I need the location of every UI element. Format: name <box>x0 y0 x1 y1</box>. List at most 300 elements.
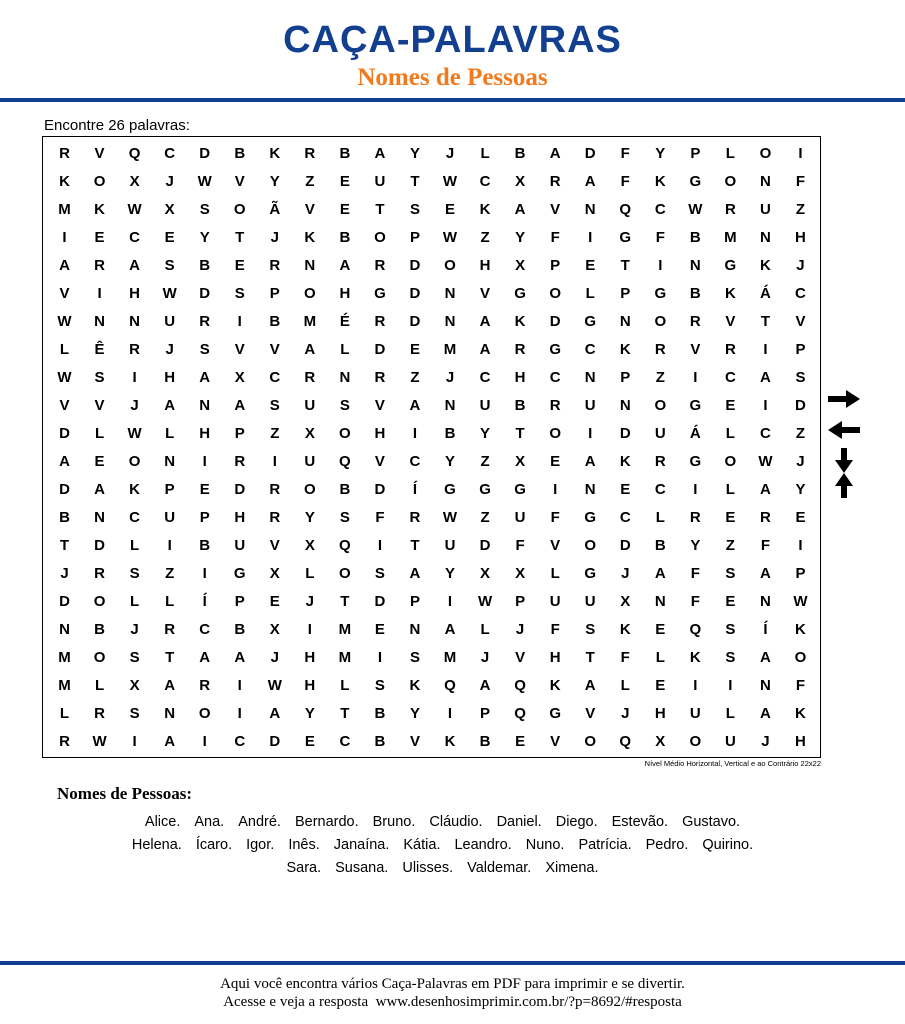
grid-cell: D <box>59 424 70 442</box>
grid-cell: S <box>795 368 806 386</box>
grid-cell: O <box>549 284 561 302</box>
grid-cell: O <box>198 704 211 722</box>
grid-cell: U <box>584 396 596 414</box>
grid-cell: V <box>480 284 491 302</box>
grid-cell: O <box>549 424 561 442</box>
grid-cell: P <box>164 480 175 498</box>
grid-cell: L <box>655 648 665 666</box>
grid-cell: N <box>129 312 141 330</box>
grid-cell: Y <box>445 452 456 470</box>
grid-cell: J <box>445 368 455 386</box>
grid-cell: X <box>269 564 280 582</box>
grid-cell: E <box>725 508 736 526</box>
grid-cell: N <box>689 256 701 274</box>
grid-cell: C <box>129 508 141 526</box>
grid-cell: B <box>654 536 666 554</box>
grid-cell: L <box>620 676 630 694</box>
grid-cell: R <box>199 676 211 694</box>
grid-cell: B <box>514 144 526 162</box>
word-item: Ana. <box>194 814 225 830</box>
grid-cell: N <box>760 228 771 246</box>
grid-cell: N <box>619 312 631 330</box>
grid-cell: W <box>162 284 177 302</box>
grid-cell: K <box>619 452 631 470</box>
grid-cell: D <box>59 480 70 498</box>
grid-cell: M <box>443 340 457 358</box>
grid-cell: H <box>304 648 316 666</box>
grid-cell: L <box>480 620 490 638</box>
grid-cell: P <box>795 564 806 582</box>
grid-cell: F <box>620 144 630 162</box>
grid-cell: P <box>199 508 210 526</box>
grid-cell: A <box>654 564 666 582</box>
grid-cell: K <box>549 676 561 694</box>
grid-cell: A <box>164 676 176 694</box>
grid-cell: A <box>304 340 316 358</box>
grid-cell: H <box>164 368 176 386</box>
word-item: Bruno. <box>372 814 416 830</box>
grid-cell: S <box>164 256 175 274</box>
grid-cell: X <box>515 256 526 274</box>
arrow-down-icon <box>826 447 862 474</box>
grid-cell: J <box>130 620 139 638</box>
grid-cell: B <box>59 508 70 526</box>
grid-cell: M <box>338 620 352 638</box>
grid-cell: E <box>374 620 385 638</box>
grid-cell: W <box>127 200 142 218</box>
grid-cell: J <box>480 648 490 666</box>
grid-cell: L <box>480 144 490 162</box>
grid-cell: K <box>269 144 281 162</box>
grid-cell: G <box>479 480 491 498</box>
grid-cell: N <box>444 312 456 330</box>
grid-cell: R <box>549 396 561 414</box>
grid-cell: Ã <box>269 200 281 218</box>
grid-cell: O <box>93 592 106 610</box>
grid-cell: N <box>619 396 631 414</box>
grid-cell: O <box>304 480 316 498</box>
grid-cell: W <box>442 172 458 190</box>
grid-cell: X <box>480 564 491 582</box>
grid-cell: T <box>620 256 630 274</box>
grid-cell: R <box>689 508 701 526</box>
grid-cell: D <box>479 536 491 554</box>
grid-cell: Q <box>619 732 632 750</box>
grid-cell: C <box>129 228 141 246</box>
grid-cell: P <box>620 284 631 302</box>
grid-cell: C <box>619 508 631 526</box>
grid-cell: R <box>59 144 70 162</box>
grid-cell: A <box>584 172 596 190</box>
grid-cell: X <box>269 620 280 638</box>
grid-cell: I <box>728 676 733 694</box>
grid-cell: P <box>515 592 526 610</box>
grid-cell: D <box>409 284 421 302</box>
grid-cell: Z <box>480 508 490 526</box>
grid-cell: B <box>234 620 246 638</box>
grid-cell: Í <box>412 480 418 498</box>
grid-cell: A <box>199 368 211 386</box>
grid-cell: É <box>339 312 350 330</box>
grid-cell: N <box>654 592 666 610</box>
grid-cell: C <box>234 732 246 750</box>
grid-cell: I <box>307 620 312 638</box>
grid-cell: T <box>515 424 525 442</box>
grid-cell: F <box>760 536 771 554</box>
grid-cell: V <box>94 144 105 162</box>
grid-cell: A <box>479 312 491 330</box>
word-item: Ícaro. <box>195 837 233 853</box>
grid-cell: D <box>374 340 386 358</box>
grid-cell: Q <box>514 676 526 694</box>
grid-cell: T <box>410 536 420 554</box>
word-item: Pedro. <box>645 837 689 853</box>
grid-cell: L <box>725 144 735 162</box>
grid-cell: I <box>798 536 803 554</box>
grid-cell: A <box>760 368 771 386</box>
grid-cell: O <box>128 452 141 470</box>
grid-cell: L <box>94 676 105 694</box>
grid-cell: V <box>550 536 561 554</box>
grid-cell: J <box>165 340 174 358</box>
grid-cell: R <box>199 312 211 330</box>
grid-cell: R <box>760 508 771 526</box>
grid-cell: L <box>340 340 350 358</box>
grid-cell: W <box>197 172 212 190</box>
grid-cell: H <box>374 424 386 442</box>
grid-cell: V <box>94 396 105 414</box>
grid-cell: D <box>584 144 596 162</box>
word-item: Alice. <box>144 814 181 830</box>
grid-cell: F <box>690 592 700 610</box>
grid-cell: O <box>444 256 456 274</box>
grid-cell: A <box>374 144 386 162</box>
grid-cell: Z <box>795 424 806 442</box>
grid-cell: K <box>94 200 105 218</box>
grid-cell: H <box>795 228 806 246</box>
grid-cell: I <box>237 704 242 722</box>
grid-cell: Q <box>339 536 351 554</box>
grid-cell: L <box>725 424 735 442</box>
grid-cell: G <box>584 508 597 526</box>
grid-cell: I <box>132 368 137 386</box>
grid-cell: U <box>374 172 386 190</box>
grid-cell: I <box>447 592 453 610</box>
grid-cell: E <box>515 732 526 750</box>
grid-cell: E <box>269 592 280 610</box>
grid-cell: M <box>58 676 71 694</box>
grid-cell: K <box>444 732 456 750</box>
grid-cell: R <box>94 704 105 722</box>
grid-cell: R <box>409 508 421 526</box>
grid-cell: N <box>94 508 105 526</box>
grid-cell: O <box>724 172 737 190</box>
grid-cell: G <box>514 284 526 302</box>
grid-cell: A <box>479 340 491 358</box>
grid-cell: A <box>59 452 70 470</box>
grid-cell: V <box>409 732 420 750</box>
grid-cell: H <box>549 648 561 666</box>
grid-cell: F <box>795 172 806 190</box>
grid-cell: I <box>62 228 67 246</box>
grid-cell: L <box>655 508 665 526</box>
grid-cell: D <box>269 732 281 750</box>
grid-cell: G <box>689 396 702 414</box>
grid-cell: Z <box>480 228 490 246</box>
grid-cell: C <box>269 368 281 386</box>
grid-cell: J <box>796 256 805 274</box>
grid-cell: R <box>654 340 666 358</box>
grid-cell: E <box>164 228 175 246</box>
grid-cell: V <box>304 200 315 218</box>
grid-cell: A <box>549 144 561 162</box>
grid-cell: N <box>584 200 596 218</box>
grid-cell: D <box>199 284 211 302</box>
grid-cell: F <box>550 228 560 246</box>
grid-cell: V <box>585 704 596 722</box>
grid-cell: V <box>374 396 385 414</box>
grid-cell: A <box>199 648 211 666</box>
grid-cell: G <box>374 284 386 302</box>
grid-cell: K <box>59 172 70 190</box>
grid-cell: W <box>442 508 458 526</box>
grid-cell: E <box>234 256 245 274</box>
grid-cell: V <box>269 536 280 554</box>
grid-cell: W <box>758 452 773 470</box>
word-item: Nuno. <box>525 837 565 853</box>
grid-cell: J <box>60 564 69 582</box>
grid-cell: R <box>269 508 281 526</box>
grid-cell: P <box>795 340 806 358</box>
grid-cell: L <box>59 340 70 358</box>
grid-cell: O <box>724 452 737 470</box>
grid-cell: F <box>620 648 630 666</box>
grid-cell: L <box>165 424 175 442</box>
grid-cell: Á <box>689 424 701 442</box>
grid-cell: P <box>269 284 280 302</box>
grid-cell: G <box>584 312 597 330</box>
grid-cell: V <box>690 340 701 358</box>
grid-cell: O <box>584 536 597 554</box>
grid-cell: B <box>339 228 351 246</box>
word-line <box>40 834 845 857</box>
footer <box>0 975 905 1011</box>
grid-cell: L <box>725 480 735 498</box>
grid-cell: S <box>585 620 596 638</box>
grid-cell: N <box>444 284 456 302</box>
grid-cell: C <box>549 368 561 386</box>
grid-cell: H <box>479 256 491 274</box>
word-item: Inês. <box>288 837 320 853</box>
grid-cell: A <box>59 256 70 274</box>
grid-cell: P <box>409 592 420 610</box>
grid-cell: K <box>795 704 806 722</box>
grid-cell: V <box>234 340 245 358</box>
grid-cell: G <box>584 564 597 582</box>
grid-cell: X <box>129 676 140 694</box>
grid-cell: V <box>59 284 70 302</box>
grid-cell: C <box>479 172 491 190</box>
grid-cell: H <box>514 368 526 386</box>
grid-cell: A <box>409 396 421 414</box>
grid-cell: X <box>164 200 175 218</box>
grid-cell: L <box>550 564 560 582</box>
grid-cell: W <box>92 732 107 750</box>
grid-cell: D <box>59 592 70 610</box>
grid-cell: B <box>374 732 386 750</box>
grid-cell: K <box>689 648 701 666</box>
grid-cell: P <box>480 704 491 722</box>
grid-cell: K <box>795 620 806 638</box>
grid-cell: C <box>584 340 596 358</box>
grid-cell: R <box>269 480 281 498</box>
grid-cell: H <box>304 676 316 694</box>
grid-cell: U <box>444 536 456 554</box>
grid-cell: F <box>550 508 560 526</box>
grid-cell: X <box>304 536 315 554</box>
grid-cell: N <box>94 312 105 330</box>
grid-cell: D <box>409 256 421 274</box>
grid-cell: O <box>654 396 667 414</box>
grid-cell: U <box>479 396 491 414</box>
grid-cell: D <box>619 536 631 554</box>
grid-cell: I <box>588 228 593 246</box>
page-subtitle: Nomes de Pessoas <box>357 64 548 91</box>
grid-cell: D <box>795 396 806 414</box>
grid-cell: N <box>339 368 351 386</box>
word-item: Ulisses. <box>402 860 454 876</box>
grid-cell: V <box>59 396 70 414</box>
grid-cell: B <box>689 284 701 302</box>
grid-cell: E <box>94 228 105 246</box>
grid-cell: B <box>339 480 351 498</box>
word-line <box>40 857 845 880</box>
grid-cell: Z <box>480 452 490 470</box>
grid-cell: I <box>202 732 207 750</box>
letter-grid <box>42 136 821 758</box>
grid-cell: J <box>445 144 455 162</box>
grid-cell: K <box>514 312 526 330</box>
grid-cell: U <box>514 508 526 526</box>
grid-cell: D <box>94 536 105 554</box>
grid-cell: Y <box>655 144 666 162</box>
grid-cell: I <box>693 480 698 498</box>
grid-cell: I <box>237 312 242 330</box>
grid-cell: W <box>127 424 142 442</box>
grid-cell: G <box>689 452 702 470</box>
grid-cell: H <box>654 704 666 722</box>
grid-cell: W <box>57 312 72 330</box>
grid-cell: S <box>129 704 140 722</box>
footer-line-1: Aqui você encontra vários Caça-Palavras em PDF para imprimir e se divertir. <box>220 976 685 992</box>
grid-cell: G <box>549 704 561 722</box>
grid-cell: R <box>654 452 666 470</box>
grid-cell: B <box>374 704 386 722</box>
grid-cell: A <box>129 256 141 274</box>
grid-cell: E <box>409 340 420 358</box>
grid-cell: O <box>339 424 351 442</box>
grid-cell: W <box>267 676 282 694</box>
grid-cell: G <box>444 480 456 498</box>
grid-cell: M <box>338 648 352 666</box>
grid-cell: T <box>340 704 350 722</box>
arrow-left-icon <box>826 419 862 441</box>
grid-cell: R <box>129 340 141 358</box>
grid-cell: J <box>796 452 805 470</box>
grid-cell: J <box>621 704 630 722</box>
grid-cell: K <box>619 340 631 358</box>
grid-cell: O <box>759 144 772 162</box>
grid-cell: U <box>584 592 596 610</box>
grid-cell: X <box>304 424 315 442</box>
grid-cell: E <box>445 200 456 218</box>
grid-cell: Z <box>165 564 175 582</box>
grid-cell: F <box>620 172 630 190</box>
grid-cell: D <box>234 480 246 498</box>
word-item: André. <box>238 814 281 830</box>
grid-cell: N <box>199 396 211 414</box>
grid-cell: A <box>584 452 596 470</box>
grid-cell: G <box>619 228 632 246</box>
grid-cell: E <box>550 452 561 470</box>
grid-cell: B <box>444 424 456 442</box>
grid-cell: C <box>654 480 666 498</box>
level-note: Nível Médio Horizontal, Vertical e ao Contrário 22x22 <box>644 759 821 768</box>
grid-cell: V <box>269 340 280 358</box>
grid-cell: X <box>515 172 526 190</box>
grid-cell: Y <box>515 228 526 246</box>
grid-cell: W <box>442 228 458 246</box>
word-item: Ximena. <box>545 860 599 876</box>
grid-cell: R <box>304 144 316 162</box>
grid-cell: U <box>724 732 736 750</box>
grid-cell: E <box>655 620 666 638</box>
grid-cell: L <box>725 704 735 722</box>
grid-cell: Z <box>725 536 735 554</box>
grid-cell: A <box>444 620 456 638</box>
grid-cell: A <box>234 648 246 666</box>
grid-cell: K <box>409 676 421 694</box>
grid-cell: T <box>340 592 350 610</box>
grid-cell: S <box>94 368 105 386</box>
grid-cell: O <box>233 200 246 218</box>
grid-cell: V <box>234 172 245 190</box>
grid-cell: G <box>549 340 561 358</box>
puzzle-instruction: Encontre 26 palavras: <box>44 117 190 134</box>
grid-cell: E <box>655 676 666 694</box>
grid-cell: R <box>724 200 736 218</box>
word-list-heading: Nomes de Pessoas: <box>57 784 193 803</box>
grid-cell: P <box>550 256 561 274</box>
grid-cell: I <box>693 676 698 694</box>
grid-cell: C <box>760 424 771 442</box>
grid-cell: A <box>339 256 351 274</box>
grid-cell: L <box>130 536 140 554</box>
grid-cell: R <box>374 312 386 330</box>
grid-cell: D <box>549 312 561 330</box>
grid-cell: I <box>763 340 768 358</box>
grid-cell: R <box>94 256 105 274</box>
grid-cell: E <box>304 732 315 750</box>
footer-line-2: Acesse e veja a resposta www.desenhosimprimir.com.br/?p=8692/#resposta <box>223 994 682 1010</box>
grid-cell: N <box>760 592 771 610</box>
grid-cell: M <box>443 648 457 666</box>
grid-cell: V <box>550 732 561 750</box>
grid-cell: V <box>725 312 736 330</box>
grid-cell: X <box>620 592 631 610</box>
grid-cell: D <box>619 424 631 442</box>
grid-cell: S <box>269 396 280 414</box>
